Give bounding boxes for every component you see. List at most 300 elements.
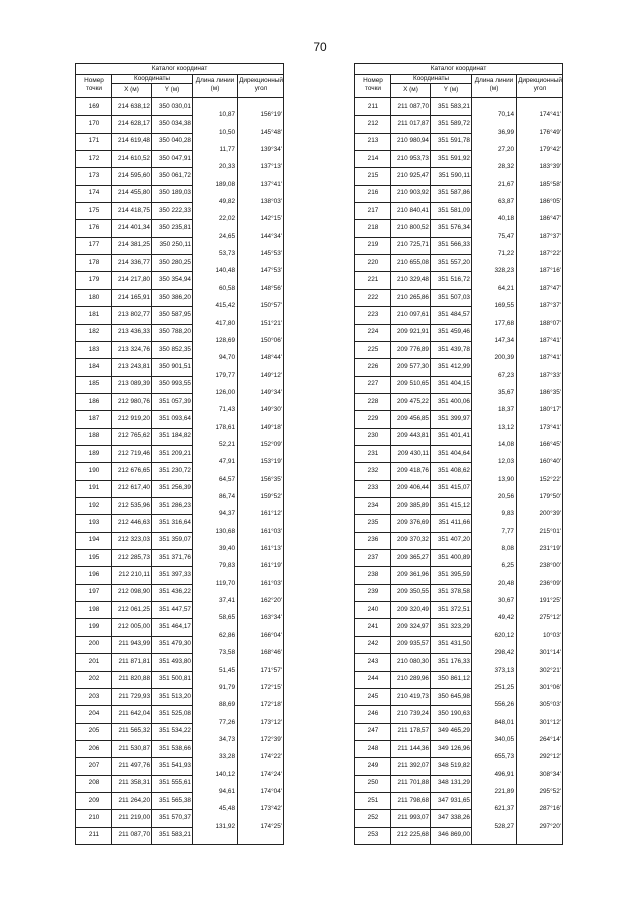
point-y: 351 507,03 — [438, 294, 470, 301]
point-number: 236 — [367, 536, 379, 543]
segment-angle: 187°16' — [539, 267, 561, 274]
point-x: 210 725,71 — [397, 241, 429, 248]
col-header-angle: Дирекционный угол — [239, 77, 283, 92]
row-divider — [355, 306, 471, 307]
point-y: 351 400,06 — [438, 398, 470, 405]
point-number: 251 — [367, 797, 379, 804]
row-divider — [355, 115, 471, 116]
row-divider — [76, 584, 192, 585]
point-number: 220 — [367, 259, 379, 266]
point-x: 211 219,00 — [118, 814, 150, 821]
segment-angle: 168°46' — [260, 649, 282, 656]
segment-length: 528,27 — [494, 823, 514, 830]
table-body — [76, 98, 283, 844]
row-divider — [76, 497, 192, 498]
segment-angle: 137°13' — [260, 163, 282, 170]
segment-angle: 149°34' — [260, 389, 282, 396]
point-number: 184 — [88, 363, 100, 370]
segment-angle: 163°34' — [260, 614, 282, 621]
row-divider — [355, 445, 471, 446]
point-number: 183 — [88, 346, 100, 353]
row-divider — [76, 549, 192, 550]
segment-angle: 166°04' — [260, 632, 282, 639]
segment-angle: 138°03' — [260, 198, 282, 205]
point-number: 175 — [88, 207, 100, 214]
point-x: 212 446,63 — [118, 519, 150, 526]
col-header-point-number: Номер точки — [84, 77, 104, 92]
row-divider — [76, 462, 192, 463]
segment-length: 58,65 — [219, 614, 235, 621]
row-divider — [355, 809, 471, 810]
row-divider — [355, 428, 471, 429]
point-x: 212 210,11 — [118, 571, 150, 578]
point-x: 214 165,91 — [118, 294, 150, 301]
segment-length: 71,43 — [219, 406, 235, 413]
point-x: 211 497,76 — [118, 762, 150, 769]
segment-length: 131,92 — [215, 823, 235, 830]
segment-length: 13,12 — [498, 424, 514, 431]
point-number: 233 — [367, 484, 379, 491]
segment-angle: 200°39' — [539, 510, 561, 517]
point-y: 351 591,92 — [438, 155, 470, 162]
point-y: 351 557,20 — [438, 259, 470, 266]
segment-length: 45,48 — [219, 805, 235, 812]
segment-length: 11,77 — [219, 146, 235, 153]
point-y: 351 589,72 — [438, 120, 470, 127]
point-x: 209 361,96 — [397, 571, 429, 578]
point-x: 209 376,69 — [397, 519, 429, 526]
point-x: 214 401,34 — [118, 224, 150, 231]
row-divider — [76, 566, 192, 567]
segment-length: 71,22 — [498, 250, 514, 257]
point-x: 209 385,89 — [397, 502, 429, 509]
segment-angle: 183°39' — [539, 163, 561, 170]
segment-length: 75,47 — [498, 233, 514, 240]
row-divider — [76, 705, 192, 706]
segment-length: 49,42 — [498, 614, 514, 621]
point-number: 226 — [367, 363, 379, 370]
point-y: 351 371,76 — [159, 554, 191, 561]
point-number: 180 — [88, 294, 100, 301]
row-divider — [355, 133, 471, 134]
segment-angle: 188°07' — [539, 320, 561, 327]
point-y: 351 464,17 — [159, 623, 191, 630]
segment-length: 496,91 — [494, 771, 514, 778]
point-number: 199 — [88, 623, 100, 630]
point-x: 209 365,27 — [397, 554, 429, 561]
point-number: 241 — [367, 623, 379, 630]
point-x: 211 017,87 — [397, 120, 429, 127]
point-number: 235 — [367, 519, 379, 526]
point-x: 209 456,85 — [397, 415, 429, 422]
segment-length: 33,28 — [219, 753, 235, 760]
segment-angle: 187°47' — [539, 285, 561, 292]
segment-length: 53,73 — [219, 250, 235, 257]
point-number: 223 — [367, 311, 379, 318]
row-divider — [76, 306, 192, 307]
point-x: 211 264,20 — [118, 797, 150, 804]
segment-length: 63,87 — [498, 198, 514, 205]
row-divider — [76, 618, 192, 619]
segment-angle: 185°58' — [539, 181, 561, 188]
point-y: 350 587,95 — [159, 311, 191, 318]
segment-length: 24,65 — [219, 233, 235, 240]
segment-length: 27,20 — [498, 146, 514, 153]
point-y: 351 484,57 — [438, 311, 470, 318]
segment-length: 52,21 — [219, 441, 235, 448]
segment-angle: 166°45' — [539, 441, 561, 448]
point-y: 351 230,72 — [159, 467, 191, 474]
point-x: 209 370,32 — [397, 536, 429, 543]
row-divider — [355, 410, 471, 411]
point-number: 170 — [88, 120, 100, 127]
segment-length: 21,67 — [498, 181, 514, 188]
segment-angle: 149°12' — [260, 372, 282, 379]
point-number: 206 — [88, 745, 100, 752]
point-number: 252 — [367, 814, 379, 821]
row-divider — [76, 532, 192, 533]
col-header-x: X (м) — [403, 86, 418, 93]
point-number: 249 — [367, 762, 379, 769]
point-x: 212 285,73 — [118, 554, 150, 561]
segment-angle: 187°37' — [539, 302, 561, 309]
point-number: 174 — [88, 189, 100, 196]
point-number: 224 — [367, 328, 379, 335]
segment-length: 130,68 — [215, 528, 235, 535]
row-divider — [355, 688, 471, 689]
point-y: 350 047,91 — [159, 155, 191, 162]
point-x: 210 739,24 — [397, 710, 429, 717]
point-x: 214 595,60 — [118, 172, 150, 179]
segment-angle: 173°12' — [260, 719, 282, 726]
point-x: 209 320,49 — [397, 606, 429, 613]
point-y: 351 316,64 — [159, 519, 191, 526]
point-y: 348 131,29 — [438, 779, 470, 786]
segment-length: 73,58 — [219, 649, 235, 656]
point-number: 205 — [88, 727, 100, 734]
col-header-coords: Координаты — [134, 75, 170, 82]
segment-angle: 174°24' — [260, 771, 282, 778]
segment-length: 86,74 — [219, 493, 235, 500]
point-x: 210 265,86 — [397, 294, 429, 301]
point-y: 351 590,11 — [438, 172, 470, 179]
row-divider — [76, 167, 192, 168]
segment-angle: 186°35' — [539, 389, 561, 396]
segment-angle: 150°06' — [260, 337, 282, 344]
point-x: 210 980,94 — [397, 137, 429, 144]
point-number: 179 — [88, 276, 100, 283]
row-divider — [355, 792, 471, 793]
row-divider — [76, 428, 192, 429]
segment-length: 62,86 — [219, 632, 235, 639]
row-divider — [355, 358, 471, 359]
segment-length: 30,67 — [498, 597, 514, 604]
col-header-coords: Координаты — [413, 75, 449, 82]
row-divider — [76, 376, 192, 377]
point-y: 351 583,21 — [438, 103, 470, 110]
row-divider — [76, 445, 192, 446]
segment-length: 14,08 — [498, 441, 514, 448]
point-x: 213 324,76 — [118, 346, 150, 353]
point-number: 189 — [88, 450, 100, 457]
point-y: 350 250,11 — [159, 241, 191, 248]
point-y: 350 190,63 — [438, 710, 470, 717]
segment-angle: 297°20' — [539, 823, 561, 830]
row-divider — [76, 133, 192, 134]
point-y: 348 519,82 — [438, 762, 470, 769]
point-number: 230 — [367, 432, 379, 439]
point-number: 219 — [367, 241, 379, 248]
segment-length: 655,73 — [494, 753, 514, 760]
point-x: 214 336,77 — [118, 259, 150, 266]
point-y: 351 479,30 — [159, 640, 191, 647]
segment-angle: 145°53' — [260, 250, 282, 257]
point-number: 232 — [367, 467, 379, 474]
point-x: 214 610,52 — [118, 155, 150, 162]
col-header-length: Длина линии (м) — [474, 77, 514, 92]
point-number: 201 — [88, 658, 100, 665]
point-x: 213 436,33 — [118, 328, 150, 335]
point-y: 351 415,07 — [438, 484, 470, 491]
segment-angle: 173°41' — [539, 424, 561, 431]
segment-length: 64,21 — [498, 285, 514, 292]
segment-length: 9,83 — [501, 510, 514, 517]
point-x: 214 418,75 — [118, 207, 150, 214]
segment-length: 18,37 — [498, 406, 514, 413]
segment-length: 221,89 — [494, 788, 514, 795]
row-divider — [355, 723, 471, 724]
row-divider — [355, 254, 471, 255]
point-x: 212 980,76 — [118, 398, 150, 405]
point-x: 209 577,30 — [397, 363, 429, 370]
point-number: 231 — [367, 450, 379, 457]
segment-angle: 137°41' — [260, 181, 282, 188]
point-y: 351 459,46 — [438, 328, 470, 335]
point-x: 210 925,47 — [397, 172, 429, 179]
point-number: 217 — [367, 207, 379, 214]
point-y: 351 412,99 — [438, 363, 470, 370]
point-number: 204 — [88, 710, 100, 717]
row-divider — [355, 775, 471, 776]
row-divider — [355, 237, 471, 238]
point-y: 351 447,57 — [159, 606, 191, 613]
point-x: 210 800,52 — [397, 224, 429, 231]
point-y: 351 323,29 — [438, 623, 470, 630]
point-y: 350 034,38 — [159, 120, 191, 127]
point-x: 212 676,65 — [118, 467, 150, 474]
segment-angle: 187°37' — [539, 233, 561, 240]
point-number: 191 — [88, 484, 100, 491]
point-x: 211 087,70 — [397, 103, 429, 110]
point-number: 239 — [367, 588, 379, 595]
segment-angle: 264°14' — [539, 736, 561, 743]
point-y: 351 408,62 — [438, 467, 470, 474]
point-number: 171 — [88, 137, 100, 144]
point-y: 350 061,72 — [159, 172, 191, 179]
point-y: 351 401,41 — [438, 432, 470, 439]
point-y: 350 354,94 — [159, 276, 191, 283]
point-number: 253 — [367, 831, 379, 838]
point-number: 221 — [367, 276, 379, 283]
point-x: 209 350,55 — [397, 588, 429, 595]
point-y: 351 399,97 — [438, 415, 470, 422]
segment-angle: 148°56' — [260, 285, 282, 292]
row-divider — [355, 532, 471, 533]
segment-angle: 215°01' — [539, 528, 561, 535]
segment-length: 8,08 — [501, 545, 514, 552]
segment-length: 621,37 — [494, 805, 514, 812]
point-x: 209 935,57 — [397, 640, 429, 647]
point-y: 351 057,39 — [159, 398, 191, 405]
segment-angle: 149°30' — [260, 406, 282, 413]
segment-angle: 147°53' — [260, 267, 282, 274]
point-y: 351 583,21 — [159, 831, 191, 838]
point-x: 211 530,87 — [118, 745, 150, 752]
point-number: 244 — [367, 675, 379, 682]
point-y: 351 397,33 — [159, 571, 191, 578]
point-x: 211 565,32 — [118, 727, 150, 734]
point-y: 351 538,66 — [159, 745, 191, 752]
point-y: 347 338,26 — [438, 814, 470, 821]
segment-angle: 153°19' — [260, 458, 282, 465]
point-x: 214 628,17 — [118, 120, 150, 127]
point-y: 351 415,12 — [438, 502, 470, 509]
point-y: 351 500,81 — [159, 675, 191, 682]
point-y: 350 222,33 — [159, 207, 191, 214]
segment-angle: 287°16' — [539, 805, 561, 812]
point-x: 209 430,11 — [397, 450, 429, 457]
point-number: 200 — [88, 640, 100, 647]
point-number: 197 — [88, 588, 100, 595]
point-number: 214 — [367, 155, 379, 162]
col-header-x: X (м) — [124, 86, 139, 93]
point-y: 351 431,50 — [438, 640, 470, 647]
point-y: 350 189,03 — [159, 189, 191, 196]
point-x: 212 098,90 — [118, 588, 150, 595]
row-divider — [76, 341, 192, 342]
segment-angle: 180°17' — [539, 406, 561, 413]
point-y: 351 378,58 — [438, 588, 470, 595]
segment-length: 147,34 — [494, 337, 514, 344]
point-x: 210 419,73 — [397, 693, 429, 700]
row-divider — [355, 271, 471, 272]
point-y: 349 126,96 — [438, 745, 470, 752]
segment-length: 179,77 — [215, 372, 235, 379]
row-divider — [355, 757, 471, 758]
point-x: 214 455,80 — [118, 189, 150, 196]
point-x: 212 719,46 — [118, 450, 150, 457]
point-x: 213 802,77 — [118, 311, 150, 318]
point-number: 202 — [88, 675, 100, 682]
point-x: 211 178,57 — [397, 727, 429, 734]
segment-angle: 172°39' — [260, 736, 282, 743]
row-divider — [355, 393, 471, 394]
point-number: 207 — [88, 762, 100, 769]
point-x: 209 776,89 — [397, 346, 429, 353]
point-x: 212 765,62 — [118, 432, 150, 439]
segment-angle: 186°05' — [539, 198, 561, 205]
row-divider — [355, 480, 471, 481]
segment-length: 12,03 — [498, 458, 514, 465]
point-number: 196 — [88, 571, 100, 578]
segment-angle: 156°19' — [260, 111, 282, 118]
segment-length: 10,87 — [219, 111, 235, 118]
point-y: 351 209,21 — [159, 450, 191, 457]
segment-angle: 161°13' — [260, 545, 282, 552]
point-x: 211 871,81 — [118, 658, 150, 665]
segment-angle: 236°09' — [539, 580, 561, 587]
point-y: 351 286,23 — [159, 502, 191, 509]
segment-angle: 174°25' — [260, 823, 282, 830]
segment-length: 417,80 — [215, 320, 235, 327]
point-x: 209 406,44 — [397, 484, 429, 491]
row-divider — [76, 219, 192, 220]
segment-length: 298,42 — [494, 649, 514, 656]
segment-angle: 187°41' — [539, 354, 561, 361]
segment-angle: 187°41' — [539, 337, 561, 344]
point-x: 210 903,92 — [397, 189, 429, 196]
point-y: 351 566,33 — [438, 241, 470, 248]
coordinate-catalog-table-right — [354, 63, 563, 845]
point-number: 215 — [367, 172, 379, 179]
row-divider — [355, 705, 471, 706]
point-number: 208 — [88, 779, 100, 786]
point-number: 185 — [88, 380, 100, 387]
point-x: 212 617,40 — [118, 484, 150, 491]
point-x: 213 243,81 — [118, 363, 150, 370]
point-x: 212 225,68 — [397, 831, 429, 838]
table-header — [355, 64, 562, 98]
point-x: 211 943,99 — [118, 640, 150, 647]
point-y: 350 040,28 — [159, 137, 191, 144]
row-divider — [76, 775, 192, 776]
segment-length: 94,37 — [219, 510, 235, 517]
segment-length: 178,61 — [215, 424, 235, 431]
table-caption: Каталог координат — [430, 65, 487, 72]
segment-angle: 161°03' — [260, 528, 282, 535]
point-y: 350 993,55 — [159, 380, 191, 387]
segment-angle: 148°44' — [260, 354, 282, 361]
row-divider — [76, 393, 192, 394]
segment-length: 94,61 — [219, 788, 235, 795]
point-number: 176 — [88, 224, 100, 231]
row-divider — [355, 671, 471, 672]
row-divider — [76, 740, 192, 741]
point-y: 347 931,65 — [438, 797, 470, 804]
point-x: 210 080,30 — [397, 658, 429, 665]
segment-angle: 292°12' — [539, 753, 561, 760]
segment-angle: 275°12' — [539, 614, 561, 621]
point-y: 351 591,78 — [438, 137, 470, 144]
point-number: 234 — [367, 502, 379, 509]
col-header-angle: Дирекционный угол — [518, 77, 562, 92]
point-x: 211 642,04 — [118, 710, 150, 717]
segment-length: 40,18 — [498, 215, 514, 222]
segment-angle: 139°34' — [260, 146, 282, 153]
point-number: 225 — [367, 346, 379, 353]
point-x: 214 381,25 — [118, 241, 150, 248]
row-divider — [76, 757, 192, 758]
point-number: 195 — [88, 554, 100, 561]
point-number: 240 — [367, 606, 379, 613]
segment-angle: 161°12' — [260, 510, 282, 517]
row-divider — [76, 636, 192, 637]
row-divider — [76, 671, 192, 672]
point-number: 237 — [367, 554, 379, 561]
row-divider — [355, 514, 471, 515]
segment-length: 140,48 — [215, 267, 235, 274]
row-divider — [76, 115, 192, 116]
